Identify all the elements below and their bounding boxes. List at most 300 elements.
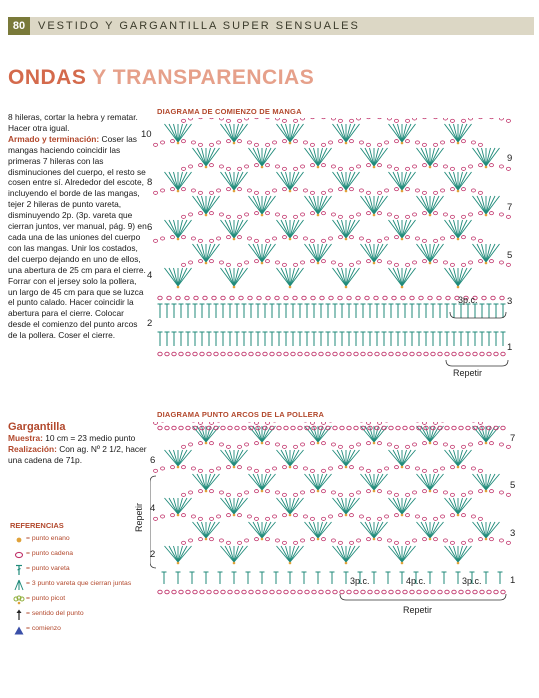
chain-stitch bbox=[431, 426, 435, 430]
arc-chain-stitch bbox=[198, 469, 202, 472]
slip-stitch bbox=[401, 238, 404, 241]
arc-chain-stitch bbox=[171, 140, 175, 143]
arc-chain-stitch bbox=[161, 237, 165, 240]
chain-stitch bbox=[263, 590, 267, 594]
chain-stitch bbox=[347, 590, 351, 594]
arc-chain-stitch bbox=[506, 541, 510, 544]
arc-chain-stitch bbox=[161, 141, 165, 144]
arc-chain-stitch bbox=[161, 515, 165, 518]
arc-chain-stitch bbox=[311, 212, 315, 215]
stitch-count-label: 3p.c. bbox=[462, 576, 482, 586]
arc-chain-stitch bbox=[357, 539, 361, 542]
row-number: 5 bbox=[507, 250, 513, 261]
chain-stitch bbox=[340, 426, 344, 430]
arc-chain-stitch bbox=[301, 443, 305, 446]
arc-chain-stitch bbox=[357, 261, 361, 264]
fan-stitch bbox=[281, 450, 290, 466]
slip-stitch bbox=[261, 166, 264, 169]
chain-stitch bbox=[333, 590, 337, 594]
chain-stitch bbox=[275, 296, 279, 300]
arc-chain-stitch bbox=[339, 236, 343, 239]
arc-chain-stitch bbox=[478, 422, 482, 424]
arc-chain-stitch bbox=[189, 491, 193, 494]
arc-chain-stitch bbox=[245, 261, 249, 264]
arc-chain-stitch bbox=[499, 443, 503, 446]
chain-stitch bbox=[200, 352, 204, 356]
arc-chain-stitch bbox=[451, 140, 455, 143]
muestra-label: Muestra: bbox=[8, 433, 43, 443]
arc-chain-stitch bbox=[338, 119, 342, 122]
arc-chain-stitch bbox=[322, 517, 326, 520]
arc-chain-stitch bbox=[395, 188, 399, 191]
fan-stitch bbox=[206, 522, 215, 538]
ref-item: = punto cadena bbox=[12, 550, 142, 560]
arc-chain-stitch bbox=[387, 539, 391, 542]
arc-chain-stitch bbox=[275, 118, 279, 120]
arc-chain-stitch bbox=[182, 445, 186, 448]
fan-stitch bbox=[458, 498, 467, 514]
chain-stitch bbox=[452, 590, 456, 594]
realizacion-label: Realización: bbox=[8, 443, 57, 454]
arc-chain-stitch bbox=[479, 538, 483, 541]
slip-stitch bbox=[345, 286, 348, 289]
diagram2-title: DIAGRAMA PUNTO ARCOS DE LA POLLERA bbox=[157, 410, 325, 419]
arc-chain-stitch bbox=[283, 236, 287, 239]
chain-stitch bbox=[158, 352, 162, 356]
arc-chain-stitch bbox=[378, 143, 382, 146]
slip-stitch bbox=[205, 442, 208, 445]
chain-stitch bbox=[347, 296, 351, 300]
slip-stitch bbox=[485, 490, 488, 493]
gargantilla-text bbox=[8, 433, 148, 466]
chain-stitch bbox=[221, 296, 225, 300]
arc-chain-stitch bbox=[339, 466, 343, 469]
arc-chain-stitch bbox=[282, 167, 286, 170]
arc-chain-stitch bbox=[210, 422, 214, 424]
arc-chain-stitch bbox=[329, 237, 333, 240]
arc-chain-stitch bbox=[294, 167, 298, 170]
arc-chain-stitch bbox=[451, 514, 455, 517]
arc-chain-stitch bbox=[283, 140, 287, 143]
arc-chain-stitch bbox=[405, 236, 409, 239]
arc-chain-stitch bbox=[499, 165, 503, 168]
arc-chain-stitch bbox=[423, 490, 427, 493]
arc-chain-stitch bbox=[310, 517, 314, 520]
arc-chain-stitch bbox=[283, 466, 287, 469]
arc-chain-stitch bbox=[441, 237, 445, 240]
arc-chain-stitch bbox=[293, 188, 297, 191]
arc-chain-stitch bbox=[405, 514, 409, 517]
chain-stitch bbox=[410, 590, 414, 594]
arc-chain-stitch bbox=[210, 469, 214, 472]
arc-chain-stitch bbox=[217, 515, 221, 518]
arc-chain-stitch bbox=[293, 466, 297, 469]
arc-chain-stitch bbox=[499, 213, 503, 216]
arc-chain-stitch bbox=[479, 490, 483, 493]
arc-chain-stitch bbox=[254, 517, 258, 520]
fan-stitch bbox=[346, 498, 355, 514]
chain-stitch bbox=[410, 296, 414, 300]
slip-stitch bbox=[429, 214, 432, 217]
arc-chain-stitch bbox=[462, 445, 466, 448]
arc-chain-stitch bbox=[331, 165, 335, 168]
slip-stitch bbox=[317, 442, 320, 445]
slip-stitch bbox=[261, 538, 264, 541]
arc-chain-stitch bbox=[350, 263, 354, 266]
arc-chain-stitch bbox=[450, 493, 454, 496]
chain-stitch bbox=[214, 352, 218, 356]
arc-chain-stitch bbox=[433, 538, 437, 541]
arc-chain-stitch bbox=[433, 442, 437, 445]
arc-chain-stitch bbox=[301, 165, 305, 168]
arc-chain-stitch bbox=[154, 191, 158, 194]
arc-chain-stitch bbox=[199, 260, 203, 263]
slip-stitch bbox=[289, 238, 292, 241]
arc-chain-stitch bbox=[506, 493, 510, 496]
chain-stitch bbox=[298, 352, 302, 356]
fan-stitch bbox=[197, 426, 206, 442]
fan-stitch bbox=[449, 498, 458, 514]
slip-stitch bbox=[261, 262, 264, 265]
fan-stitch bbox=[486, 522, 495, 538]
arc-chain-stitch bbox=[181, 140, 185, 143]
arc-chain-stitch bbox=[478, 517, 482, 520]
arc-chain-stitch bbox=[191, 515, 195, 518]
arc-chain-stitch bbox=[227, 514, 231, 517]
arc-chain-stitch bbox=[350, 215, 354, 218]
arc-chain-stitch bbox=[405, 466, 409, 469]
arc-chain-stitch bbox=[366, 422, 370, 424]
slip-stitch bbox=[485, 538, 488, 541]
chain-stitch bbox=[207, 426, 211, 430]
arc-chain-stitch bbox=[247, 467, 251, 470]
slip-stitch bbox=[233, 238, 236, 241]
arc-chain-stitch bbox=[245, 491, 249, 494]
arc-chain-stitch bbox=[338, 263, 342, 266]
arc-chain-stitch bbox=[294, 215, 298, 218]
forrar-text: Forrar con el jersey solo la pollera, un largo de 45 cm para que se luzca el punto calado. Hacer coincidir la abertura para el cierre. Colocar desde el comienzo del punto arcos de la pollera. Coser el cierre. bbox=[8, 275, 144, 341]
arc-chain-stitch bbox=[237, 466, 241, 469]
arc-chain-stitch bbox=[321, 164, 325, 167]
arc-chain-stitch bbox=[423, 212, 427, 215]
chain-stitch bbox=[382, 352, 386, 356]
fan-stitch bbox=[178, 450, 187, 466]
arc-chain-stitch bbox=[275, 539, 279, 542]
arc-chain-stitch bbox=[255, 538, 259, 541]
arc-chain-stitch bbox=[506, 445, 510, 448]
chain-stitch bbox=[319, 352, 323, 356]
arc-chain-stitch bbox=[377, 118, 381, 119]
chain-stitch bbox=[266, 296, 270, 300]
arc-chain-stitch bbox=[405, 188, 409, 191]
arc-chain-stitch bbox=[433, 490, 437, 493]
arc-chain-stitch bbox=[450, 263, 454, 266]
arc-chain-stitch bbox=[451, 466, 455, 469]
arc-chain-stitch bbox=[226, 119, 230, 122]
chain-stitch bbox=[487, 590, 491, 594]
fan-stitch bbox=[477, 426, 486, 442]
bracket bbox=[450, 312, 506, 318]
arc-chain-stitch bbox=[283, 188, 287, 191]
arc-chain-stitch bbox=[321, 442, 325, 445]
arc-chain-stitch bbox=[395, 514, 399, 517]
arc-chain-stitch bbox=[479, 212, 483, 215]
slip-stitch bbox=[485, 166, 488, 169]
arc-chain-stitch bbox=[217, 237, 221, 240]
chain-stitch bbox=[305, 590, 309, 594]
chain-stitch bbox=[501, 590, 505, 594]
chain-stitch bbox=[228, 426, 232, 430]
arc-chain-stitch bbox=[254, 469, 258, 472]
arc-chain-stitch bbox=[434, 191, 438, 194]
arc-chain-stitch bbox=[469, 443, 473, 446]
chain-stitch bbox=[361, 352, 365, 356]
arc-chain-stitch bbox=[413, 213, 417, 216]
arc-chain-stitch bbox=[275, 165, 279, 168]
arc-chain-stitch bbox=[406, 215, 410, 218]
arc-chain-stitch bbox=[219, 118, 223, 120]
arc-chain-stitch bbox=[469, 491, 473, 494]
arc-chain-stitch bbox=[357, 118, 361, 120]
arc-chain-stitch bbox=[182, 263, 186, 266]
fan-stitch bbox=[281, 498, 290, 514]
slip-stitch bbox=[177, 190, 180, 193]
chain-stitch bbox=[340, 352, 344, 356]
fan-stitch bbox=[365, 474, 374, 490]
arc-chain-stitch bbox=[413, 261, 417, 264]
arc-chain-stitch bbox=[247, 141, 251, 144]
fan-stitch bbox=[178, 268, 187, 286]
fan-stitch bbox=[281, 268, 290, 286]
slip-stitch bbox=[457, 562, 460, 565]
chain-stitch bbox=[277, 352, 281, 356]
arc-chain-stitch bbox=[245, 118, 249, 120]
arc-chain-stitch bbox=[209, 538, 213, 541]
slip-stitch bbox=[345, 190, 348, 193]
fan-stitch bbox=[402, 546, 411, 562]
slip-stitch bbox=[233, 514, 236, 517]
slip-stitch bbox=[429, 166, 432, 169]
arc-chain-stitch bbox=[462, 263, 466, 266]
arc-chain-stitch bbox=[433, 212, 437, 215]
arc-chain-stitch bbox=[245, 539, 249, 542]
slip-stitch bbox=[457, 190, 460, 193]
arc-chain-stitch bbox=[433, 118, 437, 119]
arc-chain-stitch bbox=[329, 141, 333, 144]
page-number: 80 bbox=[8, 17, 30, 35]
chain-stitch bbox=[500, 296, 504, 300]
arc-chain-stitch bbox=[171, 188, 175, 191]
slip-stitch bbox=[373, 490, 376, 493]
row-number: 4 bbox=[150, 503, 156, 514]
arc-chain-stitch bbox=[181, 188, 185, 191]
chain-stitch bbox=[466, 590, 470, 594]
slip-stitch bbox=[261, 490, 264, 493]
chain-stitch bbox=[340, 590, 344, 594]
arc-chain-stitch bbox=[189, 165, 193, 168]
chain-stitch bbox=[375, 590, 379, 594]
arc-chain-stitch bbox=[377, 490, 381, 493]
slip-stitch bbox=[205, 214, 208, 217]
chain-stitch bbox=[165, 352, 169, 356]
chain-stitch bbox=[361, 590, 365, 594]
slip-stitch bbox=[289, 562, 292, 565]
arc-chain-stitch bbox=[395, 140, 399, 143]
slip-stitch bbox=[485, 214, 488, 217]
arc-chain-stitch bbox=[245, 443, 249, 446]
arc-chain-stitch bbox=[226, 263, 230, 266]
fan-stitch bbox=[374, 474, 383, 490]
slip-stitch bbox=[457, 514, 460, 517]
arc-chain-stitch bbox=[441, 467, 445, 470]
chain-stitch bbox=[249, 590, 253, 594]
arc-chain-stitch bbox=[154, 422, 158, 424]
slip-stitch bbox=[177, 142, 180, 145]
row-number: 1 bbox=[510, 575, 516, 586]
chain-stitch bbox=[333, 426, 337, 430]
chain-stitch bbox=[424, 352, 428, 356]
arc-chain-stitch bbox=[282, 493, 286, 496]
arc-chain-stitch bbox=[434, 422, 438, 424]
slip-stitch bbox=[177, 238, 180, 241]
arc-chain-stitch bbox=[282, 541, 286, 544]
arc-chain-stitch bbox=[367, 442, 371, 445]
row-number: 6 bbox=[147, 222, 153, 233]
arc-chain-stitch bbox=[273, 189, 277, 192]
chain-stitch bbox=[242, 352, 246, 356]
chain-stitch bbox=[403, 590, 407, 594]
arc-chain-stitch bbox=[367, 538, 371, 541]
fan-stitch bbox=[402, 498, 411, 514]
arc-chain-stitch bbox=[378, 422, 382, 424]
row-number: 6 bbox=[150, 455, 156, 466]
chain-stitch bbox=[293, 296, 297, 300]
arc-chain-stitch bbox=[282, 263, 286, 266]
arc-chain-stitch bbox=[350, 493, 354, 496]
chain-stitch bbox=[298, 590, 302, 594]
chain-stitch bbox=[203, 296, 207, 300]
fan-stitch bbox=[197, 522, 206, 538]
chain-stitch bbox=[338, 296, 342, 300]
fan-stitch bbox=[346, 546, 355, 562]
arc-chain-stitch bbox=[422, 469, 426, 472]
chain-stitch bbox=[389, 590, 393, 594]
fan-stitch bbox=[318, 522, 327, 538]
chain-stitch bbox=[368, 352, 372, 356]
arc-chain-stitch bbox=[301, 491, 305, 494]
arc-chain-stitch bbox=[489, 442, 493, 445]
arc-chain-stitch bbox=[199, 538, 203, 541]
chain-stitch bbox=[179, 352, 183, 356]
chain-stitch bbox=[319, 590, 323, 594]
arc-chain-stitch bbox=[357, 443, 361, 446]
arc-chain-stitch bbox=[209, 118, 213, 119]
arc-chain-stitch bbox=[301, 261, 305, 264]
arc-chain-stitch bbox=[255, 442, 259, 445]
arc-chain-stitch bbox=[489, 164, 493, 167]
chain-stitch bbox=[311, 296, 315, 300]
arc-chain-stitch bbox=[171, 236, 175, 239]
arc-chain-stitch bbox=[443, 118, 447, 120]
arc-chain-stitch bbox=[338, 541, 342, 544]
chain-stitch bbox=[445, 352, 449, 356]
slip-stitch bbox=[233, 142, 236, 145]
chain-stitch bbox=[354, 590, 358, 594]
arc-chain-stitch bbox=[377, 212, 381, 215]
slip-stitch bbox=[289, 466, 292, 469]
arc-chain-stitch bbox=[423, 118, 427, 119]
chain-stitch bbox=[172, 590, 176, 594]
slip-stitch bbox=[317, 490, 320, 493]
arc-chain-stitch bbox=[189, 539, 193, 542]
arc-chain-stitch bbox=[413, 539, 417, 542]
arc-chain-stitch bbox=[219, 213, 223, 216]
arc-chain-stitch bbox=[198, 422, 202, 424]
arc-chain-stitch bbox=[331, 443, 335, 446]
arc-chain-stitch bbox=[210, 517, 214, 520]
chain-stitch bbox=[480, 352, 484, 356]
arc-chain-stitch bbox=[339, 514, 343, 517]
chain-stitch bbox=[228, 352, 232, 356]
repeat-label: Repetir bbox=[453, 368, 483, 378]
arc-chain-stitch bbox=[311, 164, 315, 167]
slip-stitch bbox=[261, 442, 264, 445]
arc-chain-stitch bbox=[311, 538, 315, 541]
chain-stitch bbox=[396, 352, 400, 356]
arc-chain-stitch bbox=[367, 212, 371, 215]
row-number: 3 bbox=[510, 528, 516, 539]
fan-stitch bbox=[374, 522, 383, 538]
row-number: 4 bbox=[147, 270, 153, 281]
arc-chain-stitch bbox=[423, 164, 427, 167]
arc-chain-stitch bbox=[395, 236, 399, 239]
fan-stitch bbox=[309, 426, 318, 442]
stitch-count-label: 3p.c. bbox=[458, 295, 478, 305]
slip-stitch bbox=[401, 286, 404, 289]
arc-chain-stitch bbox=[359, 141, 363, 144]
chain-stitch bbox=[257, 296, 261, 300]
arc-chain-stitch bbox=[310, 469, 314, 472]
arc-chain-stitch bbox=[413, 118, 417, 120]
arc-chain-stitch bbox=[255, 164, 259, 167]
arc-chain-stitch bbox=[478, 239, 482, 242]
arc-chain-stitch bbox=[322, 143, 326, 146]
slip-stitch bbox=[317, 538, 320, 541]
arc-chain-stitch bbox=[422, 517, 426, 520]
repeat-label: Repetir bbox=[403, 605, 433, 615]
arc-chain-stitch bbox=[450, 445, 454, 448]
slip-stitch bbox=[317, 166, 320, 169]
arc-chain-stitch bbox=[385, 467, 389, 470]
arc-chain-stitch bbox=[367, 118, 371, 119]
chain-stitch bbox=[270, 352, 274, 356]
arc-chain-stitch bbox=[210, 143, 214, 146]
fan-stitch bbox=[365, 522, 374, 538]
arc-chain-stitch bbox=[209, 490, 213, 493]
slip-stitch bbox=[233, 466, 236, 469]
arc-chain-stitch bbox=[450, 167, 454, 170]
arc-chain-stitch bbox=[478, 191, 482, 194]
arc-chain-stitch bbox=[303, 141, 307, 144]
arc-chain-stitch bbox=[273, 515, 277, 518]
slip-stitch bbox=[177, 514, 180, 517]
arc-chain-stitch bbox=[247, 515, 251, 518]
chain-stitch bbox=[291, 590, 295, 594]
arc-chain-stitch bbox=[321, 212, 325, 215]
chain-stitch bbox=[172, 426, 176, 430]
arc-chain-stitch bbox=[254, 422, 258, 424]
slip-stitch bbox=[317, 214, 320, 217]
